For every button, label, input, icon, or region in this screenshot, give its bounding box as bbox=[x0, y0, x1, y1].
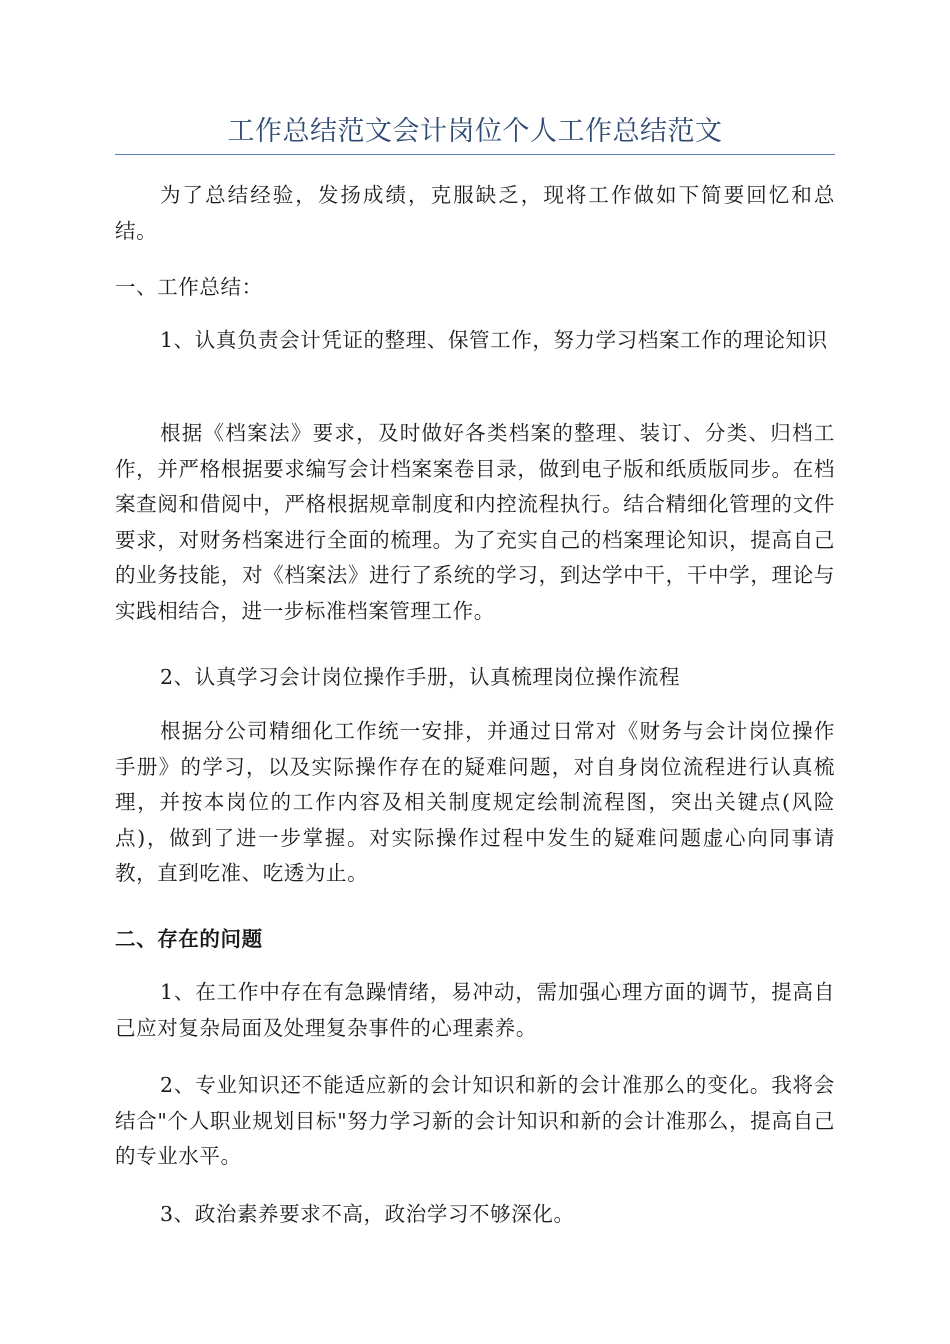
section-heading-work-summary: 一、工作总结： bbox=[115, 275, 263, 299]
archive-paragraph: 根据《档案法》要求，及时做好各类档案的整理、装订、分类、归档工作，并严格根据要求编写会计档案案卷目录，做到电子版和纸质版同步。在档案查阅和借阅中，严格根据规章制度和内控流程执行。结合精细化管理的文件要求，对财务档案进行全面的梳理。为了充实自己的档案理论知识，提高自己的业务技能，对《档案法》进行了系统的学习，到达学中干，干中学，理论与实践相结合，进一步标准档案管理工作。 bbox=[115, 421, 835, 623]
item-heading-2: 2、认真学习会计岗位操作手册，认真梳理岗位操作流程 bbox=[160, 665, 681, 689]
section-heading-problems: 二、存在的问题 bbox=[115, 927, 263, 951]
problem-item-1: 1、在工作中存在有急躁情绪，易冲动，需加强心理方面的调节，提高自己应对复杂局面及处理复杂事件的心理素养。 bbox=[115, 980, 835, 1040]
manual-paragraph: 根据分公司精细化工作统一安排，并通过日常对《财务与会计岗位操作手册》的学习，以及实际操作存在的疑难问题，对自身岗位流程进行认真梳理，并按本岗位的工作内容及相关制度规定绘制流程图，突出关键点(风险点)，做到了进一步掌握。对实际操作过程中发生的疑难问题虚心向同事请教，直到吃准、吃透为止。 bbox=[115, 719, 835, 885]
problem-item-3: 3、政治素养要求不高，政治学习不够深化。 bbox=[160, 1202, 575, 1226]
document-title: 工作总结范文会计岗位个人工作总结范文 bbox=[227, 116, 723, 147]
intro-paragraph: 为了总结经验，发扬成绩，克服缺乏，现将工作做如下简要回忆和总结。 bbox=[115, 183, 835, 243]
document-page bbox=[115, 0, 835, 1344]
item-heading-1: 1、认真负责会计凭证的整理、保管工作，努力学习档案工作的理论知识 bbox=[160, 328, 828, 352]
title-underline bbox=[115, 154, 835, 155]
problem-item-2: 2、专业知识还不能适应新的会计知识和新的会计准那么的变化。我将会结合"个人职业规划目标"努力学习新的会计知识和新的会计准那么，提高自己的专业水平。 bbox=[115, 1073, 835, 1168]
